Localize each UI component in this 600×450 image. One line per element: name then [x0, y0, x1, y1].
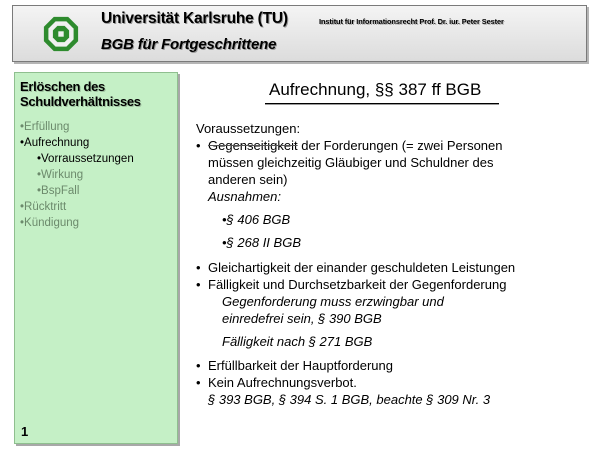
- bullet-aufrechnungsverbot: • Kein Aufrechnungsverbot.: [196, 374, 591, 391]
- slide-content: [196, 120, 591, 408]
- exception-item: •§ 268 II BGB: [222, 235, 301, 250]
- struck-word: Gegenseitigkeit: [208, 138, 298, 153]
- title-underline: [265, 103, 499, 104]
- nav-item-ruecktritt[interactable]: •Rücktritt: [20, 201, 67, 213]
- sidebar-title-line2: Schuldverhältnisses: [20, 94, 141, 109]
- nav-item-erfuellung[interactable]: •Erfüllung: [20, 121, 70, 133]
- note-line: Gegenforderung muss erzwingbar und: [222, 294, 444, 309]
- exception-item: •§ 406 BGB: [222, 212, 291, 227]
- note-line: § 393 BGB, § 394 S. 1 BGB, beachte § 309 Nr. 3: [208, 392, 491, 407]
- note-line: einredefrei sein, § 390 BGB: [222, 311, 382, 326]
- nav-item-vorraussetzungen[interactable]: •Vorraussetzungen: [37, 153, 134, 165]
- bullet-continuation: anderen sein): [208, 172, 288, 187]
- sidebar-nav: [15, 119, 177, 231]
- page-number: 1: [21, 424, 29, 439]
- course-title: BGB für Fortgeschrittene: [101, 36, 277, 53]
- bullet-text: der Forderungen (= zwei Personen: [297, 138, 503, 153]
- content-heading: Voraussetzungen:: [196, 121, 301, 136]
- bullet-gegenseitigkeit: [196, 137, 591, 154]
- nav-item-aufrechnung[interactable]: •Aufrechnung: [20, 137, 90, 149]
- sidebar: [14, 72, 178, 444]
- university-logo-icon: [43, 16, 79, 52]
- nav-item-wirkung[interactable]: •Wirkung: [37, 169, 84, 181]
- note-line: Fälligkeit nach § 271 BGB: [222, 334, 373, 349]
- slide-title: Aufrechnung, §§ 387 ff BGB: [269, 80, 482, 99]
- bullet-erfuellbarkeit: • Erfüllbarkeit der Hauptforderung: [196, 357, 591, 374]
- university-name: Universität Karlsruhe (TU): [101, 10, 288, 27]
- header-banner: [12, 5, 587, 62]
- institute-name: Institut für Informationsrecht Prof. Dr. iur. Peter Sester: [319, 17, 504, 26]
- bullet-gleichartigkeit: • Gleichartigkeit der einander geschuldeten Leistungen: [196, 259, 591, 276]
- nav-item-kuendigung[interactable]: •Kündigung: [20, 217, 80, 229]
- exceptions-label: Ausnahmen:: [208, 189, 281, 204]
- sidebar-title: [20, 79, 141, 109]
- bullet-faelligkeit: • Fälligkeit und Durchsetzbarkeit der Gegenforderung: [196, 276, 591, 293]
- sidebar-title-line1: Erlöschen des: [20, 79, 105, 94]
- bullet-continuation: müssen gleichzeitig Gläubiger und Schuldner des: [208, 155, 494, 170]
- nav-item-bspfall[interactable]: •BspFall: [37, 185, 80, 197]
